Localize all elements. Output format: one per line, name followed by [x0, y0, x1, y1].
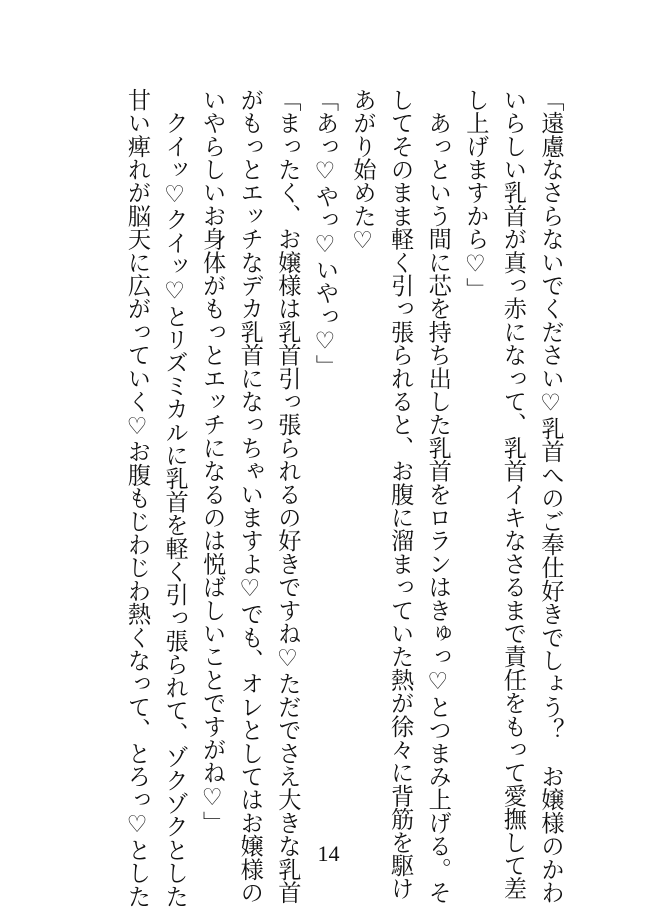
- text-line: 「まったく、お嬢様は乳首引っ張られるの好きですね♡ただでさえ大きな乳首: [273, 88, 301, 904]
- text-line: いやらしいお身体がもっとエッチになるのは悦ばしいことですがね♡」: [198, 88, 226, 835]
- text-line: がもっとエッチなデカ乳首になっちゃいますよ♡でも、オレとしてはお嬢様の: [236, 88, 264, 904]
- text-line: あがり始めた♡: [349, 88, 377, 255]
- text-line: いらしい乳首が真っ赤になって、乳首イキなさるまで責任をもって愛撫して差: [499, 88, 527, 900]
- text-line: してそのまま軽く引っ張られると、お腹に溜まっていた熱が徐々に背筋を駆け: [386, 88, 414, 901]
- text-line: あっという間に芯を持ち出した乳首をロランはきゅっ♡とつまみ上げる。そ: [424, 88, 452, 904]
- text-line: 「遠慮なさらないでください♡乳首へのご奉仕好きでしょう？ お嬢様のかわ: [537, 88, 564, 904]
- text-line: クイッ♡クイッ♡とリズミカルに乳首を軽く引っ張られて、ゾクゾクとした: [161, 88, 189, 908]
- text-line: し上げますから♡」: [461, 88, 489, 301]
- text-line: 甘い痺れが脳天に広がっていく♡お腹もじわじわ熱くなって、とろっ♡とした: [123, 88, 151, 908]
- text-line: 「あっ♡やっ♡いやっ♡」: [311, 88, 339, 378]
- page-number: 14: [317, 841, 340, 866]
